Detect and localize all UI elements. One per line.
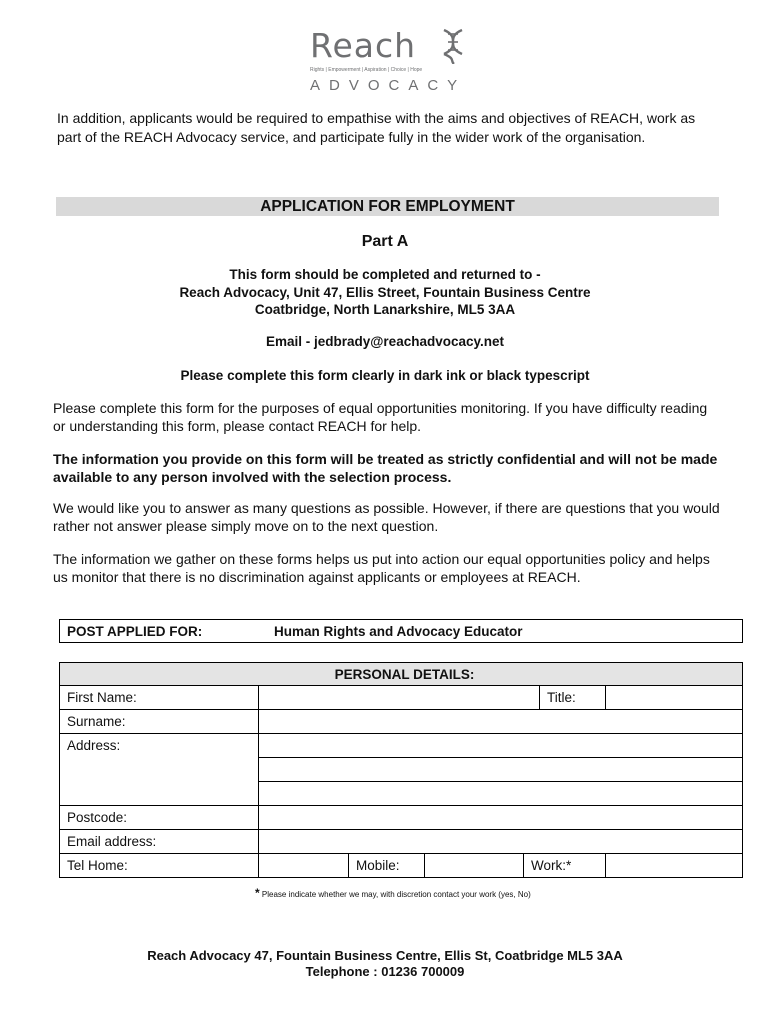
reach-advocacy-logo [300, 26, 480, 96]
address-field-line-2[interactable] [259, 758, 743, 782]
work-contact-note [255, 886, 531, 900]
email-address-field[interactable] [259, 830, 743, 854]
email-line: Email - jedbrady@reachadvocacy.net [265, 334, 504, 349]
note-asterisk: * [255, 886, 260, 900]
first-name-label: First Name: [60, 686, 259, 710]
address-field-line-1[interactable] [259, 734, 743, 758]
surname-field[interactable] [259, 710, 743, 734]
note-text: Please indicate whether we may, with discretion contact your work (yes, No) [261, 890, 531, 899]
tel-home-field[interactable] [259, 854, 349, 878]
title-field[interactable] [606, 686, 743, 710]
work-label: Work:* [524, 854, 606, 878]
part-heading: Part A [361, 233, 409, 250]
footer-telephone: Telephone : 01236 700009 [305, 964, 465, 979]
dna-helix-icon [440, 28, 466, 64]
first-name-field[interactable] [259, 686, 540, 710]
paragraph-answer-questions: We would like you to answer as many questions as possible. However, if there are questions that you would rather not answer please simply move on to the next question. [53, 500, 720, 534]
post-label: POST APPLIED FOR: [60, 620, 268, 643]
post-applied-table [59, 619, 743, 643]
postcode-field[interactable] [259, 806, 743, 830]
logo-subtitle: ADVOCACY [310, 77, 467, 94]
title-label: Title: [540, 686, 606, 710]
personal-details-table [59, 662, 743, 878]
personal-details-heading: PERSONAL DETAILS: [60, 663, 743, 686]
paragraph-equal-opportunities: Please complete this form for the purposes of equal opportunities monitoring. If you have difficulty reading or understanding this form, please contact REACH for help. [53, 400, 708, 434]
work-field[interactable] [606, 854, 743, 878]
postcode-label: Postcode: [60, 806, 259, 830]
return-line: Coatbridge, North Lanarkshire, ML5 3AA [254, 302, 516, 317]
page-footer [0, 948, 770, 980]
form-title-banner: APPLICATION FOR EMPLOYMENT [56, 197, 719, 216]
return-line: This form should be completed and returned to - [229, 267, 541, 282]
address-label: Address: [60, 734, 259, 806]
ink-instruction: Please complete this form clearly in dark ink or black typescript [180, 368, 590, 383]
mobile-field[interactable] [425, 854, 524, 878]
paragraph-confidential: The information you provide on this form will be treated as strictly confidential and will not be made available to any person involved with the selection process. [53, 451, 718, 485]
tel-home-label: Tel Home: [60, 854, 259, 878]
logo-tagline: Rights | Empowerment | Aspiration | Choice | Hope [310, 67, 423, 73]
mobile-label: Mobile: [349, 854, 425, 878]
return-address [0, 266, 770, 319]
footer-address: Reach Advocacy 47, Fountain Business Centre, Ellis St, Coatbridge ML5 3AA [147, 948, 623, 963]
surname-label: Surname: [60, 710, 259, 734]
return-line: Reach Advocacy, Unit 47, Ellis Street, Fountain Business Centre [179, 284, 591, 300]
post-value: Human Rights and Advocacy Educator [267, 620, 743, 643]
email-address-label: Email address: [60, 830, 259, 854]
logo-wordmark: Reach [310, 26, 417, 65]
address-field-line-3[interactable] [259, 782, 743, 806]
intro-paragraph: In addition, applicants would be required to empathise with the aims and objectives of REACH, work as part of the REACH Advocacy service, and participate fully in the wider work of the organisation. [57, 110, 696, 145]
paragraph-information-gather: The information we gather on these forms helps us put into action our equal opportunities policy and helps us monitor that there is no discrimination against applicants or employees at REACH. [53, 551, 710, 585]
